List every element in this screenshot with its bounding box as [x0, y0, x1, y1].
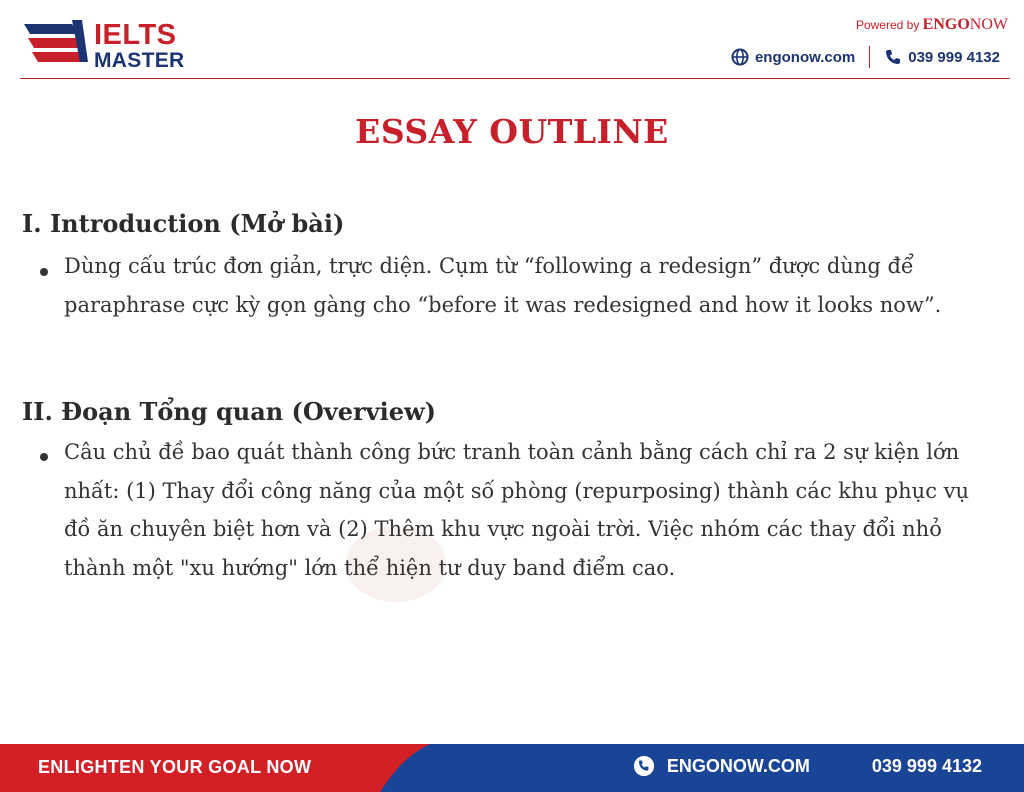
bullet-dot: [40, 268, 48, 276]
ielts-master-logo[interactable]: [22, 14, 192, 74]
footer-slogan: ENLIGHTEN YOUR GOAL NOW: [38, 757, 312, 777]
page-title: ESSAY OUTLINE: [355, 112, 669, 151]
introduction-bullet-text: Dùng cấu trúc đơn giản, trực diện. Cụm từ “following a redesign” được dùng để paraphrase cực kỳ gọn gàng cho “before it was redesigned and how it looks now”.: [64, 254, 942, 317]
powered-by: [856, 16, 1008, 34]
phone-icon: [838, 755, 860, 777]
footer-phone-link[interactable]: 039 999 4132: [871, 755, 982, 776]
header-divider-line: [20, 78, 1010, 79]
logo-text-ielts: IELTS: [94, 19, 177, 51]
footer-website-link[interactable]: ENGONOW.COM: [666, 755, 810, 776]
ielts-master-logo-icon: [22, 14, 90, 70]
bullet-dot: [40, 453, 48, 461]
phone-icon: [884, 48, 902, 66]
overview-bullet-text: Câu chủ đề bao quát thành công bức tranh toàn cảnh bằng cách chỉ ra 2 sự kiện lớn nhất: (1) Thay đổi công năng của một số phòng (repurposing) thành các khu phục vụ đồ ăn chuyên biệt hơn và (2) Thêm khu vực ngoài trời. Việc nhóm các thay đổi nhỏ thành một "xu hướng" lớn thể hiện tư duy band điểm cao.: [64, 440, 970, 580]
engonow-brand-rest: NOW: [969, 16, 1008, 33]
powered-by-prefix: Powered by: [855, 18, 923, 32]
header-website-link[interactable]: engonow.com: [754, 48, 856, 66]
footer-bar: [0, 744, 1024, 792]
globe-icon: [731, 48, 749, 66]
logo-text-master: MASTER: [94, 49, 185, 72]
section-heading-introduction: I. Introduction (Mở bài): [22, 209, 345, 238]
engonow-brand: [923, 16, 1008, 33]
header-phone-link[interactable]: 039 999 4132: [908, 48, 1000, 66]
section-heading-overview: II. Đoạn Tổng quan (Overview): [22, 397, 437, 426]
header-divider: [869, 46, 870, 68]
footer-contact: [633, 755, 982, 777]
engonow-brand-bold: ENGO: [922, 16, 970, 33]
header-contact: [731, 45, 1000, 69]
